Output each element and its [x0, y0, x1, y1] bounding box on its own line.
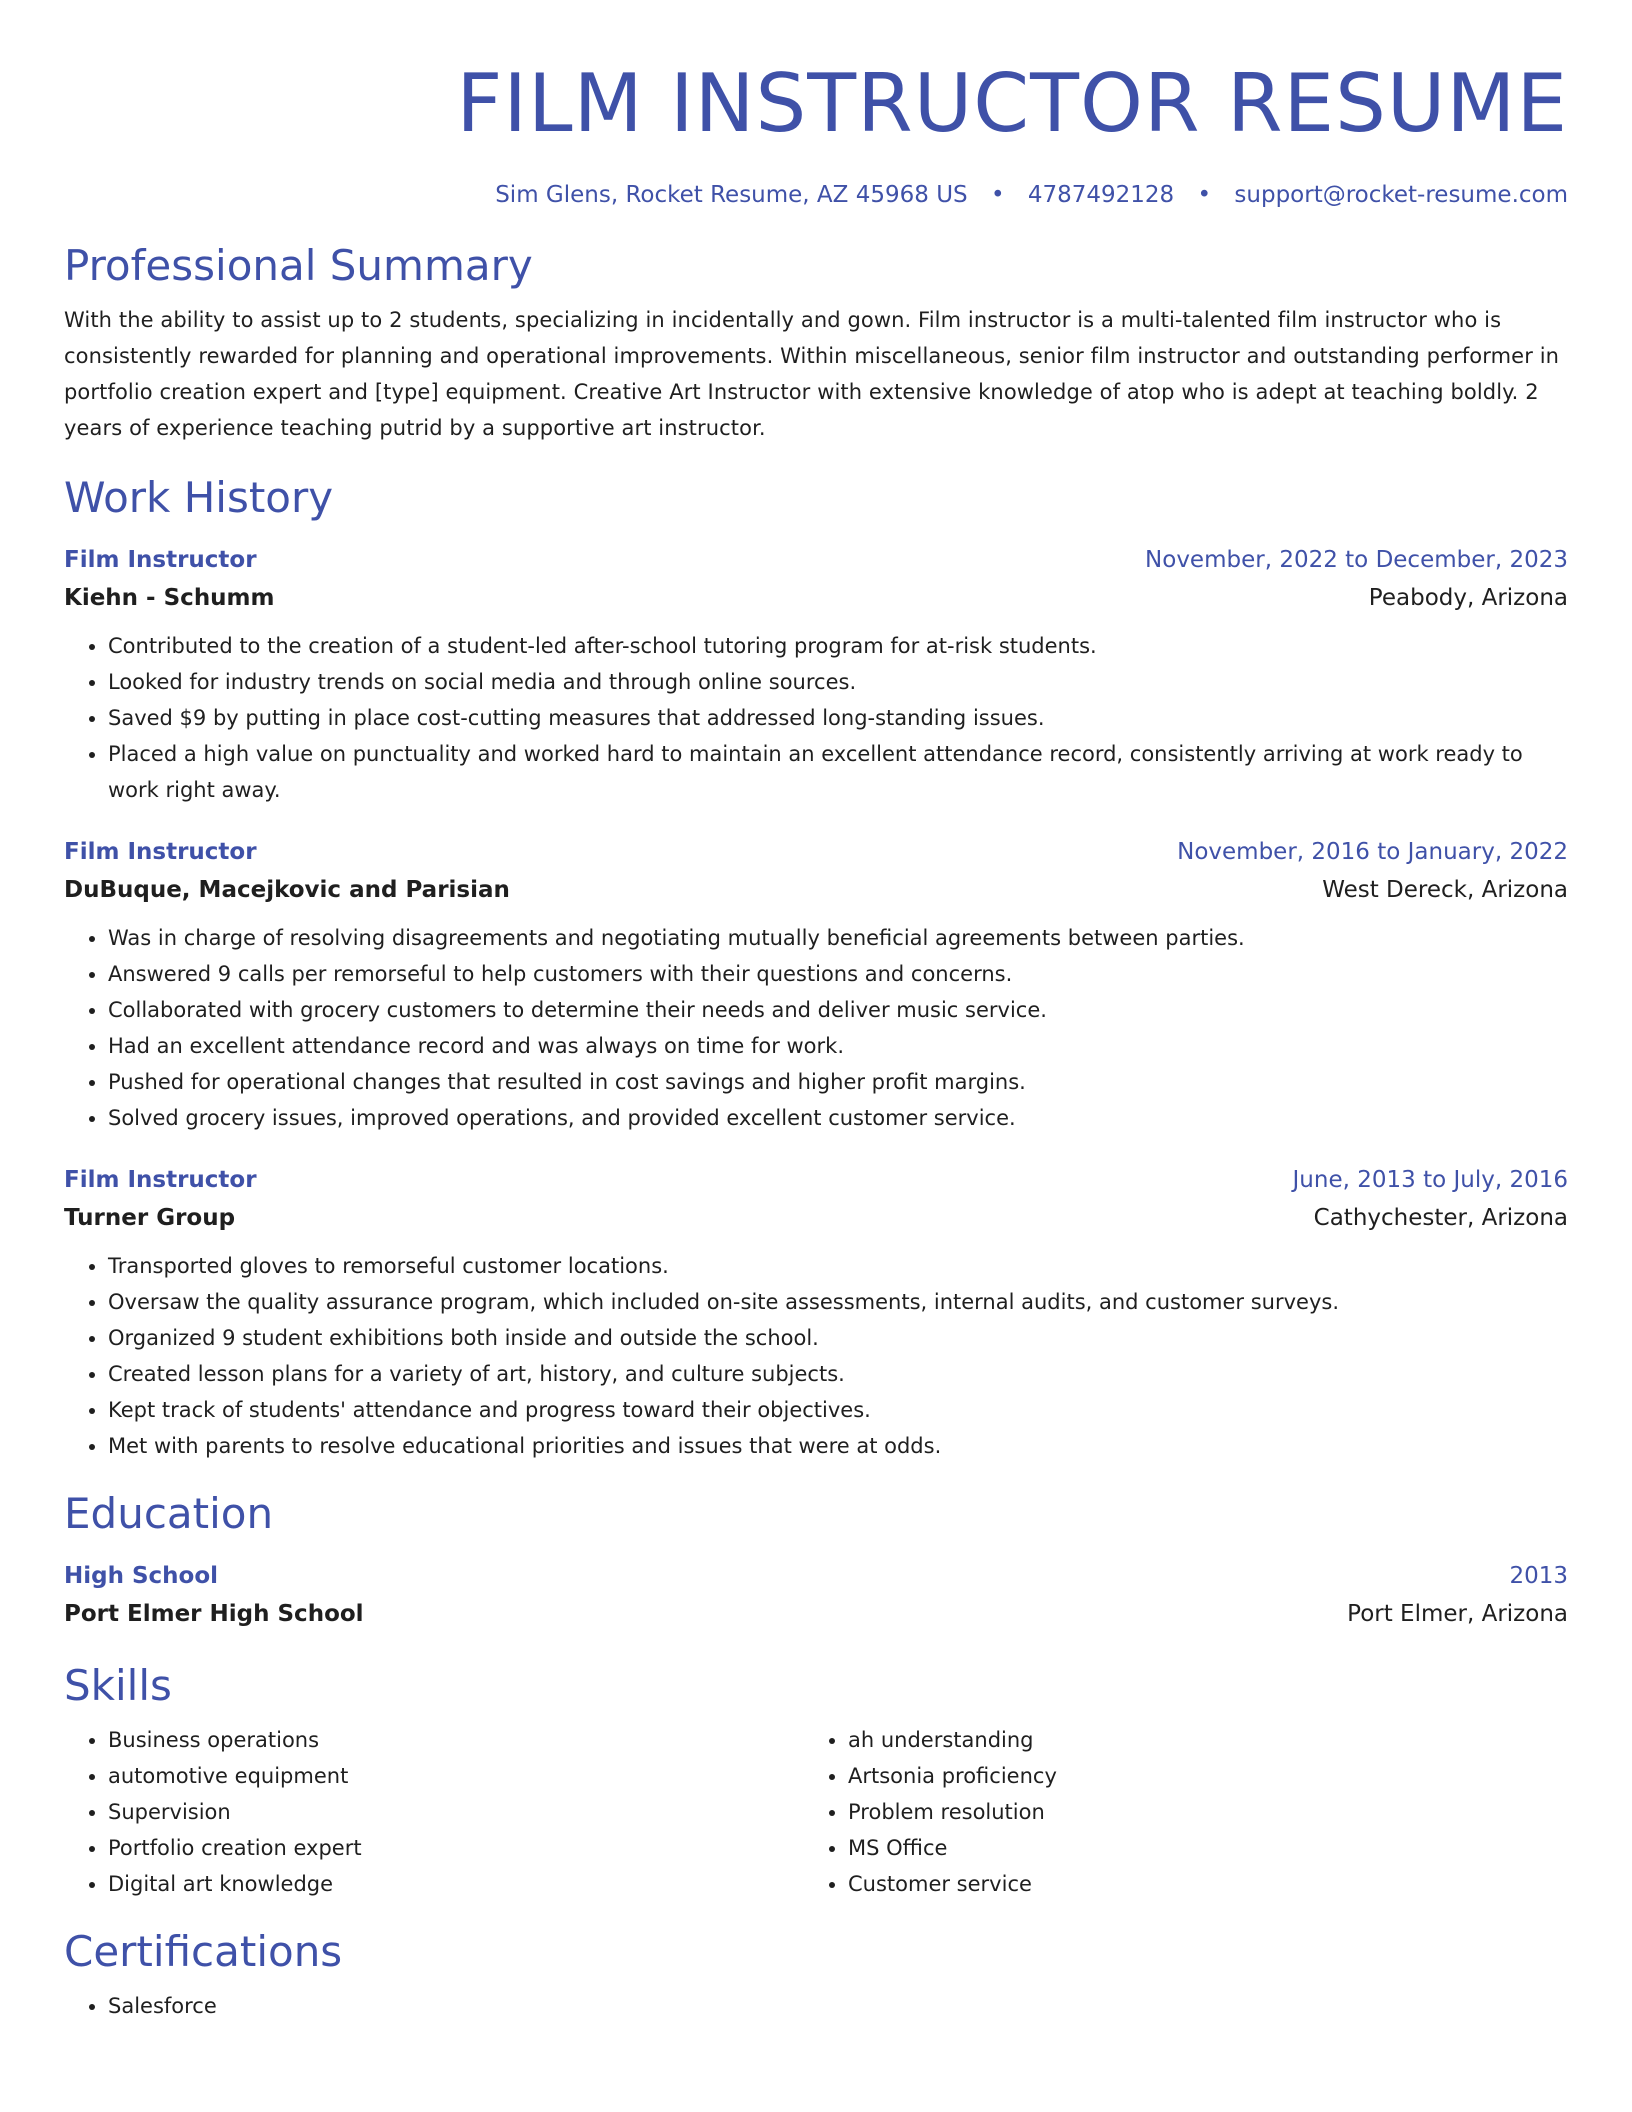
education-degree: High School: [64, 1563, 219, 1589]
job-role: Film Instructor: [64, 547, 257, 573]
skill-item: • Artsonia proficiency: [848, 1758, 1544, 1794]
job-bullet: • Met with parents to resolve educational priorities and issues that were at odds.: [108, 1428, 1568, 1464]
skill-item: • Portfolio creation expert: [108, 1830, 804, 1866]
job-bullet: • Oversaw the quality assurance program, which included on-site assessments, internal audits, and customer surveys.: [108, 1284, 1568, 1320]
job-entry: [64, 542, 1568, 808]
certifications-list: [64, 1988, 1568, 2024]
education-school: Port Elmer High School: [64, 1601, 364, 1627]
education-location: Port Elmer, Arizona: [1347, 1601, 1568, 1627]
job-location: Peabody, Arizona: [1368, 585, 1568, 611]
job-bullet: • Pushed for operational changes that resulted in cost savings and higher profit margins.: [108, 1064, 1568, 1100]
job-bullet: • Collaborated with grocery customers to determine their needs and deliver music service.: [108, 992, 1568, 1028]
job-employer: Kiehn - Schumm: [64, 585, 275, 611]
contact-line: [64, 180, 1568, 210]
job-bullet: • Looked for industry trends on social media and through online sources.: [108, 664, 1568, 700]
skill-item: • ah understanding: [848, 1722, 1544, 1758]
skill-item: • Digital art knowledge: [108, 1866, 804, 1902]
job-bullet: • Solved grocery issues, improved operations, and provided excellent customer service.: [108, 1100, 1568, 1136]
summary-text: With the ability to assist up to 2 students, specializing in incidentally and gown. Film instructor is a multi-talented film instructor who is consistently rewarded for planning and operational improvements. Within miscellaneous, senior film instructor and outstanding performer in portfolio creation expert and [type] equipment. Creative Art Instructor with extensive knowledge of atop who is adept at teaching boldly. 2 years of experience teaching putrid by a supportive art instructor.: [64, 308, 1560, 440]
contact-separator: •: [990, 182, 1005, 208]
skills-heading: Skills: [64, 1661, 172, 1710]
skill-item: • Customer service: [848, 1866, 1544, 1902]
certifications-heading: Certifications: [64, 1927, 343, 1976]
education-year: 2013: [1509, 1563, 1568, 1589]
job-bullet: • Saved $9 by putting in place cost-cutting measures that addressed long-standing issues.: [108, 700, 1568, 736]
job-bullet: • Placed a high value on punctuality and worked hard to maintain an excellent attendance record, consistently arriving at work ready to work right away.: [108, 736, 1568, 808]
job-dates: November, 2022 to December, 2023: [1145, 547, 1568, 573]
job-dates: June, 2013 to July, 2016: [1292, 1167, 1568, 1193]
skill-item: • Business operations: [108, 1722, 804, 1758]
skill-item: • MS Office: [848, 1830, 1544, 1866]
job-bullet: • Transported gloves to remorseful customer locations.: [108, 1248, 1568, 1284]
job-bullet: • Had an excellent attendance record and was always on time for work.: [108, 1028, 1568, 1064]
job-bullet: • Created lesson plans for a variety of art, history, and culture subjects.: [108, 1356, 1568, 1392]
job-bullet: • Contributed to the creation of a student-led after-school tutoring program for at-risk students.: [108, 628, 1568, 664]
skills-column-left: [64, 1722, 804, 1902]
job-bullet: • Answered 9 calls per remorseful to help customers with their questions and concerns.: [108, 956, 1568, 992]
job-employer: Turner Group: [64, 1205, 236, 1231]
job-bullet: • Organized 9 student exhibitions both inside and outside the school.: [108, 1320, 1568, 1356]
job-bullet: • Was in charge of resolving disagreements and negotiating mutually beneficial agreements between parties.: [108, 920, 1568, 956]
contact-address: Sim Glens, Rocket Resume, AZ 45968 US: [495, 182, 968, 208]
certification-item: • Salesforce: [108, 1988, 1568, 2024]
job-location: Cathychester, Arizona: [1313, 1205, 1568, 1231]
job-bullet-list: [64, 920, 1568, 1136]
job-bullet: • Kept track of students' attendance and progress toward their objectives.: [108, 1392, 1568, 1428]
contact-email: support@rocket-resume.com: [1234, 182, 1568, 208]
job-entry: [64, 834, 1568, 1136]
skills-column-right: [804, 1722, 1544, 1902]
job-bullet-list: [64, 628, 1568, 808]
work-history-heading: Work History: [64, 473, 334, 522]
education-heading: Education: [64, 1489, 274, 1538]
contact-separator: •: [1197, 182, 1212, 208]
resume-title: FILM INSTRUCTOR RESUME: [456, 57, 1568, 150]
job-role: Film Instructor: [64, 1167, 257, 1193]
education-entry: [64, 1558, 1568, 1634]
skill-item: • Supervision: [108, 1794, 804, 1830]
contact-phone: 4787492128: [1027, 182, 1175, 208]
skills-grid: [64, 1722, 1568, 1902]
job-role: Film Instructor: [64, 839, 257, 865]
job-dates: November, 2016 to January, 2022: [1177, 839, 1568, 865]
job-bullet-list: [64, 1248, 1568, 1464]
job-employer: DuBuque, Macejkovic and Parisian: [64, 877, 510, 903]
job-location: West Dereck, Arizona: [1322, 877, 1568, 903]
summary-heading: Professional Summary: [64, 241, 533, 290]
skill-item: • automotive equipment: [108, 1758, 804, 1794]
skill-item: • Problem resolution: [848, 1794, 1544, 1830]
job-entry: [64, 1162, 1568, 1464]
